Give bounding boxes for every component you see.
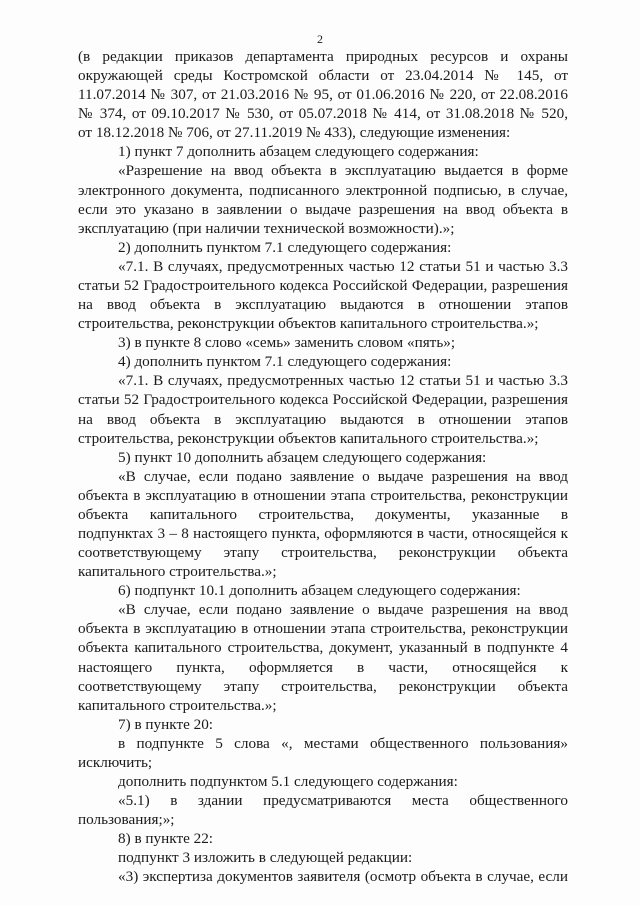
text-line: строительства, реконструкции объектов капитального строительства.»; xyxy=(78,315,539,333)
text-line: 3) в пункте 8 слово «семь» заменить словом «пять»; xyxy=(118,334,456,352)
text-line: объекта капитального строительства, документ, указанный в подпункте 4 xyxy=(78,639,568,657)
text-line: 11.07.2014 № 307, от 21.03.2016 № 95, от 01.06.2016 № 220, от 22.08.2016 xyxy=(78,86,568,104)
text-line: «7.1. В случаях, предусмотренных частью 12 статьи 51 и частью 3.3 xyxy=(118,257,568,275)
text-line: соответствующему этапу строительства, реконструкции объекта xyxy=(78,544,568,562)
text-line: соответствующему этапу строительства, реконструкции объекта xyxy=(78,677,568,695)
text-line: от 18.12.2018 № 706, от 27.11.2019 № 433), следующие изменения: xyxy=(78,124,511,142)
text-line: в подпункте 5 слова «, местами общественного пользования» xyxy=(118,734,568,752)
text-line: «3) экспертиза документов заявителя (осмотр объекта в случае, если xyxy=(118,868,568,886)
text-line: подпунктах 3 – 8 настоящего пункта, оформляются в части, относящейся к xyxy=(78,525,568,542)
text-line: окружающей среды Костромской области от 23.04.2014 № 145, от xyxy=(78,67,568,85)
text-line: «В случае, если подано заявление о выдаче разрешения на ввод xyxy=(118,601,568,619)
text-line: на ввод объекта в эксплуатацию выдаются в отношении этапов xyxy=(78,296,568,314)
text-line: исключить; xyxy=(78,753,153,771)
text-line: 2) дополнить пунктом 7.1 следующего содержания: xyxy=(118,238,452,256)
text-line: статьи 52 Градостроительного кодекса Российской Федерации, разрешения xyxy=(78,276,568,294)
text-line: статьи 52 Градостроительного кодекса Российской Федерации, разрешения xyxy=(78,391,568,409)
text-line: на ввод объекта в эксплуатацию выдаются в отношении этапов xyxy=(78,410,568,428)
text-line: «В случае, если подано заявление о выдаче разрешения на ввод xyxy=(118,467,568,485)
text-line: объекта в эксплуатацию в отношении этапа строительства, реконструкции xyxy=(78,620,568,638)
text-line: 7) в пункте 20: xyxy=(118,715,214,733)
text-line: № 374, от 09.10.2017 № 530, от 05.07.2018 № 414, от 31.08.2018 № 520, xyxy=(78,105,568,123)
text-line: «5.1) в здании предусматриваются места общественного xyxy=(118,792,568,810)
text-line: 4) дополнить пунктом 7.1 следующего содержания: xyxy=(118,353,452,371)
page-number: 2 xyxy=(317,32,323,46)
text-line: «7.1. В случаях, предусмотренных частью 12 статьи 51 и частью 3.3 xyxy=(118,372,568,390)
text-line: капитального строительства.»; xyxy=(78,696,277,714)
text-line: объекта капитального строительства, документы, указанные в xyxy=(78,505,568,523)
text-line: если это указано в заявлении о выдаче разрешения на ввод объекта в xyxy=(78,200,568,218)
text-line: настоящего пункта, оформляется в части, относящейся к xyxy=(78,658,568,676)
text-line: 1) пункт 7 дополнить абзацем следующего содержания: xyxy=(118,143,479,161)
text-line: пользования;»; xyxy=(78,811,175,829)
text-line: объекта в эксплуатацию в отношении этапа строительства, реконструкции xyxy=(78,486,568,504)
text-line: электронного документа, подписанного электронной подписью, в случае, xyxy=(78,181,568,199)
text-line: 6) подпункт 10.1 дополнить абзацем следующего содержания: xyxy=(118,582,521,600)
text-line: эксплуатацию (при наличии технической возможности).»; xyxy=(78,219,455,237)
text-line: 8) в пункте 22: xyxy=(118,830,214,848)
text-line: строительства, реконструкции объектов капитального строительства.»; xyxy=(78,429,539,447)
text-line: дополнить подпунктом 5.1 следующего содержания: xyxy=(118,773,458,791)
text-line: «Разрешение на ввод объекта в эксплуатацию выдается в форме xyxy=(118,162,568,180)
text-line: 5) пункт 10 дополнить абзацем следующего содержания: xyxy=(118,448,487,466)
text-line: подпункт 3 изложить в следующей редакции: xyxy=(118,849,413,867)
text-line: капитального строительства.»; xyxy=(78,563,277,581)
text-line: (в редакции приказов департамента природных ресурсов и охраны xyxy=(78,48,568,65)
